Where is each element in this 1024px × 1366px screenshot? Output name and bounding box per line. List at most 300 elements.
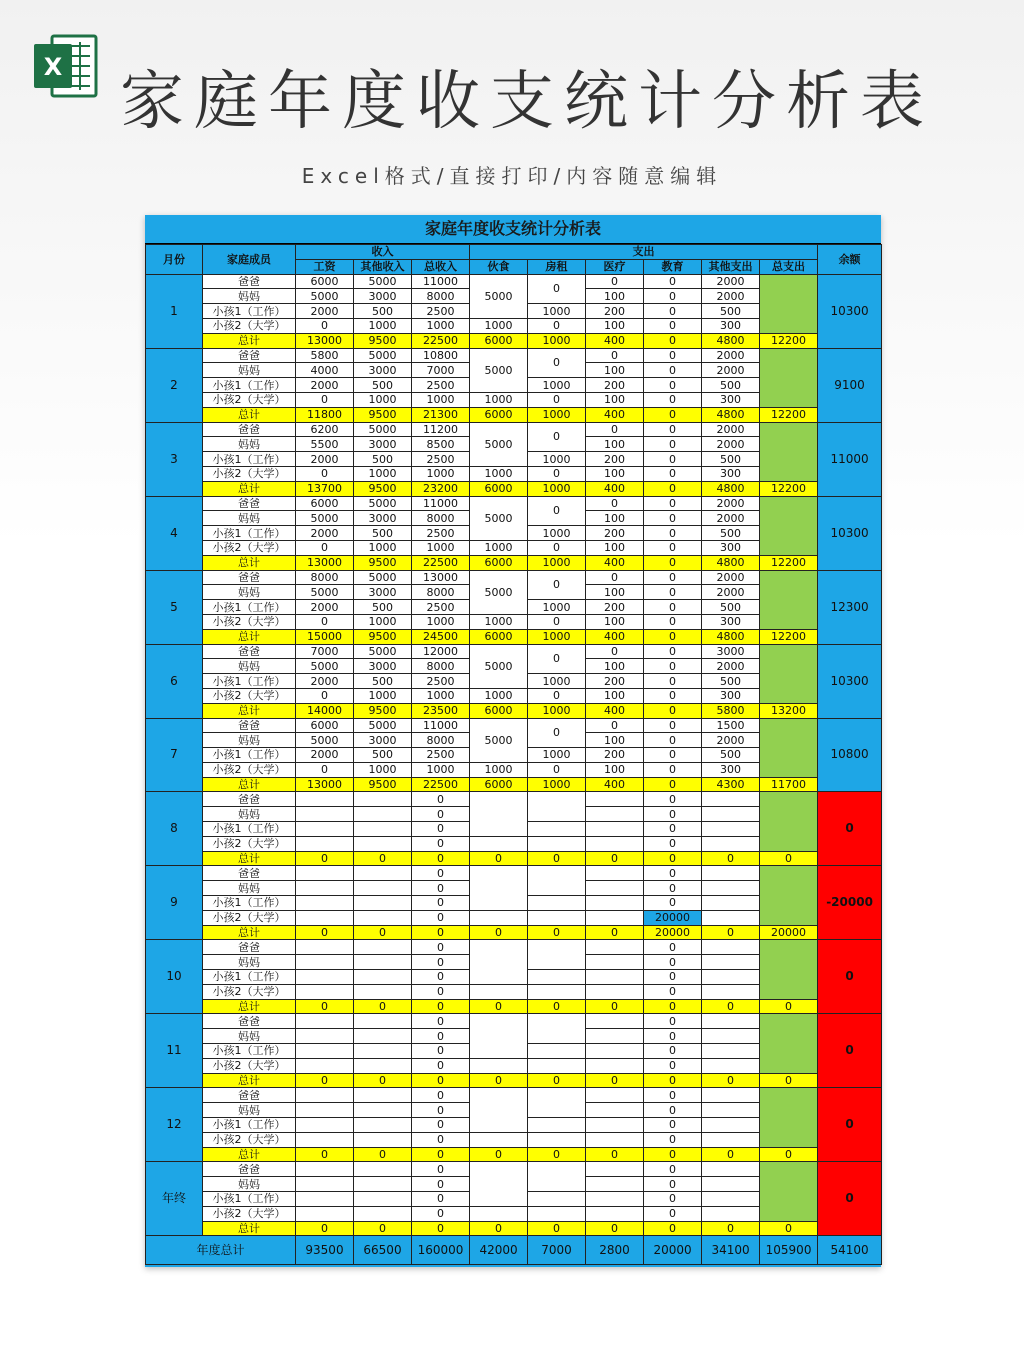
education-cell: 20000 <box>644 925 702 940</box>
other-expense-cell: 3000 <box>702 644 760 659</box>
total-row <box>146 1073 882 1088</box>
member-label: 小孩2（大学） <box>203 1132 296 1147</box>
rent-cell: 0 <box>528 644 586 674</box>
other-expense-cell <box>702 1192 760 1207</box>
medical-cell <box>586 984 644 999</box>
other-income-cell <box>354 792 412 807</box>
rent-cell: 0 <box>528 1073 586 1088</box>
salary-cell <box>296 1014 354 1029</box>
total-expense-cell: 12200 <box>760 333 818 348</box>
member-label: 妈妈 <box>203 1029 296 1044</box>
food-cell: 6000 <box>470 703 528 718</box>
education-cell: 0 <box>644 659 702 674</box>
total-expense-cell <box>760 792 818 851</box>
table-row <box>146 570 882 585</box>
total-income-cell: 8000 <box>412 585 470 600</box>
rent-cell: 0 <box>528 540 586 555</box>
other-expense-cell <box>702 1132 760 1147</box>
other-expense-cell: 4800 <box>702 481 760 496</box>
food-cell: 0 <box>470 1221 528 1236</box>
medical-cell <box>586 792 644 807</box>
member-label: 爸爸 <box>203 422 296 437</box>
other-income-cell: 3000 <box>354 659 412 674</box>
medical-cell: 200 <box>586 378 644 393</box>
total-income-cell: 0 <box>412 1206 470 1221</box>
salary-cell: 6200 <box>296 422 354 437</box>
month-label: 1 <box>146 274 203 348</box>
education-cell: 0 <box>644 688 702 703</box>
total-income-cell: 0 <box>412 1029 470 1044</box>
month-label: 3 <box>146 422 203 496</box>
other-expense-cell: 300 <box>702 540 760 555</box>
other-expense-cell: 500 <box>702 748 760 763</box>
other-expense-cell <box>702 1103 760 1118</box>
total-income-cell: 23500 <box>412 703 470 718</box>
medical-cell: 100 <box>586 614 644 629</box>
other-expense-cell: 500 <box>702 526 760 541</box>
header-expense: 支出 <box>470 245 818 260</box>
medical-cell: 0 <box>586 999 644 1014</box>
rent-cell: 1000 <box>528 555 586 570</box>
total-expense-cell <box>760 496 818 555</box>
medical-cell: 400 <box>586 777 644 792</box>
medical-cell: 0 <box>586 718 644 733</box>
other-income-cell: 0 <box>354 999 412 1014</box>
other-expense-cell <box>702 807 760 822</box>
excel-icon <box>30 30 102 102</box>
other-expense-cell: 0 <box>702 851 760 866</box>
education-cell: 0 <box>644 466 702 481</box>
medical-cell: 0 <box>586 274 644 289</box>
food-cell <box>470 984 528 999</box>
grand-total-row <box>146 1236 882 1265</box>
rent-cell: 0 <box>528 614 586 629</box>
member-label: 小孩2（大学） <box>203 1058 296 1073</box>
member-label: 小孩1（工作） <box>203 304 296 319</box>
balance-cell: 0 <box>818 1014 882 1088</box>
education-cell: 0 <box>644 496 702 511</box>
salary-cell: 2000 <box>296 600 354 615</box>
member-label: 小孩1（工作） <box>203 970 296 985</box>
member-label: 总计 <box>203 703 296 718</box>
other-expense-cell <box>702 984 760 999</box>
rent-cell: 1000 <box>528 333 586 348</box>
total-income-cell: 22500 <box>412 555 470 570</box>
education-cell: 0 <box>644 1206 702 1221</box>
total-income-cell: 1000 <box>412 614 470 629</box>
balance-cell: 11000 <box>818 422 882 496</box>
member-label: 总计 <box>203 777 296 792</box>
medical-cell: 400 <box>586 703 644 718</box>
balance-cell: 12300 <box>818 570 882 644</box>
rent-cell <box>528 1162 586 1192</box>
rent-cell <box>528 1118 586 1133</box>
total-income-cell: 0 <box>412 881 470 896</box>
grand-total-value: 2800 <box>586 1236 644 1265</box>
medical-cell: 100 <box>586 688 644 703</box>
total-income-cell: 1000 <box>412 392 470 407</box>
member-label: 总计 <box>203 1221 296 1236</box>
education-cell: 0 <box>644 274 702 289</box>
other-expense-cell <box>702 1014 760 1029</box>
total-income-cell: 8000 <box>412 733 470 748</box>
rent-cell <box>528 984 586 999</box>
rent-cell: 1000 <box>528 481 586 496</box>
food-cell <box>470 1162 528 1206</box>
grand-total-value: 66500 <box>354 1236 412 1265</box>
medical-cell: 0 <box>586 1221 644 1236</box>
svg-text:X: X <box>43 53 63 81</box>
salary-cell: 5000 <box>296 511 354 526</box>
other-income-cell <box>354 1177 412 1192</box>
education-cell: 0 <box>644 629 702 644</box>
total-income-cell: 0 <box>412 807 470 822</box>
header-other-expense: 其他支出 <box>702 259 760 274</box>
other-income-cell: 9500 <box>354 777 412 792</box>
medical-cell <box>586 881 644 896</box>
total-income-cell: 8000 <box>412 289 470 304</box>
member-label: 小孩2（大学） <box>203 910 296 925</box>
education-cell: 0 <box>644 407 702 422</box>
total-income-cell: 1000 <box>412 540 470 555</box>
other-income-cell: 1000 <box>354 392 412 407</box>
food-cell: 1000 <box>470 466 528 481</box>
member-label: 妈妈 <box>203 881 296 896</box>
member-label: 爸爸 <box>203 1088 296 1103</box>
rent-cell: 0 <box>528 688 586 703</box>
total-expense-cell <box>760 348 818 407</box>
total-income-cell: 0 <box>412 1103 470 1118</box>
other-income-cell <box>354 1088 412 1103</box>
total-row <box>146 481 882 496</box>
other-expense-cell: 0 <box>702 1073 760 1088</box>
total-expense-cell: 12200 <box>760 629 818 644</box>
education-cell: 0 <box>644 1162 702 1177</box>
rent-cell <box>528 836 586 851</box>
rent-cell <box>528 866 586 896</box>
header-total-income: 总收入 <box>412 259 470 274</box>
other-expense-cell <box>702 1162 760 1177</box>
member-label: 爸爸 <box>203 644 296 659</box>
total-income-cell: 0 <box>412 1118 470 1133</box>
salary-cell <box>296 970 354 985</box>
rent-cell: 1000 <box>528 629 586 644</box>
header-food: 伙食 <box>470 259 528 274</box>
medical-cell: 100 <box>586 363 644 378</box>
rent-cell: 0 <box>528 999 586 1014</box>
education-cell: 0 <box>644 585 702 600</box>
salary-cell: 0 <box>296 999 354 1014</box>
member-label: 小孩2（大学） <box>203 392 296 407</box>
medical-cell: 100 <box>586 511 644 526</box>
month-label: 7 <box>146 718 203 792</box>
medical-cell: 100 <box>586 289 644 304</box>
food-cell: 6000 <box>470 481 528 496</box>
medical-cell: 200 <box>586 526 644 541</box>
education-cell: 0 <box>644 1103 702 1118</box>
total-income-cell: 0 <box>412 1044 470 1059</box>
rent-cell: 0 <box>528 318 586 333</box>
month-label: 5 <box>146 570 203 644</box>
balance-cell: 0 <box>818 1162 882 1236</box>
salary-cell: 5000 <box>296 289 354 304</box>
food-cell <box>470 1132 528 1147</box>
other-income-cell: 0 <box>354 1147 412 1162</box>
food-cell: 6000 <box>470 407 528 422</box>
table-row <box>146 718 882 733</box>
education-cell: 0 <box>644 940 702 955</box>
salary-cell <box>296 1177 354 1192</box>
total-income-cell: 0 <box>412 910 470 925</box>
other-income-cell <box>354 1044 412 1059</box>
total-income-cell: 11000 <box>412 274 470 289</box>
education-cell: 0 <box>644 555 702 570</box>
other-income-cell <box>354 1192 412 1207</box>
total-income-cell: 1000 <box>412 466 470 481</box>
table-row <box>146 1088 882 1103</box>
other-income-cell: 0 <box>354 1073 412 1088</box>
medical-cell: 400 <box>586 407 644 422</box>
other-income-cell: 9500 <box>354 555 412 570</box>
member-label: 小孩2（大学） <box>203 318 296 333</box>
total-expense-cell: 20000 <box>760 925 818 940</box>
other-income-cell: 5000 <box>354 422 412 437</box>
total-income-cell: 8000 <box>412 511 470 526</box>
other-income-cell <box>354 866 412 881</box>
total-expense-cell <box>760 1088 818 1147</box>
education-cell: 0 <box>644 363 702 378</box>
other-expense-cell <box>702 866 760 881</box>
table-row <box>146 1014 882 1029</box>
total-expense-cell <box>760 1014 818 1073</box>
other-expense-cell <box>702 896 760 911</box>
salary-cell: 13000 <box>296 555 354 570</box>
header-balance: 余额 <box>818 245 882 275</box>
total-income-cell: 0 <box>412 1058 470 1073</box>
salary-cell: 0 <box>296 1073 354 1088</box>
food-cell: 0 <box>470 1073 528 1088</box>
header-medical: 医疗 <box>586 259 644 274</box>
salary-cell: 6000 <box>296 718 354 733</box>
other-expense-cell: 2000 <box>702 659 760 674</box>
salary-cell <box>296 910 354 925</box>
salary-cell: 2000 <box>296 304 354 319</box>
salary-cell <box>296 792 354 807</box>
total-expense-cell <box>760 274 818 333</box>
education-cell: 0 <box>644 733 702 748</box>
total-income-cell: 2500 <box>412 452 470 467</box>
other-income-cell: 3000 <box>354 437 412 452</box>
rent-cell: 1000 <box>528 600 586 615</box>
rent-cell: 1000 <box>528 674 586 689</box>
food-cell: 5000 <box>470 422 528 466</box>
food-cell: 0 <box>470 925 528 940</box>
total-expense-cell: 13200 <box>760 703 818 718</box>
balance-cell: 0 <box>818 792 882 866</box>
total-income-cell: 10800 <box>412 348 470 363</box>
grand-total-value: 93500 <box>296 1236 354 1265</box>
salary-cell: 5500 <box>296 437 354 452</box>
education-cell: 0 <box>644 600 702 615</box>
total-income-cell: 0 <box>412 822 470 837</box>
other-income-cell: 3000 <box>354 289 412 304</box>
total-row <box>146 999 882 1014</box>
medical-cell: 400 <box>586 333 644 348</box>
total-row <box>146 1221 882 1236</box>
total-income-cell: 0 <box>412 1162 470 1177</box>
other-income-cell: 500 <box>354 452 412 467</box>
medical-cell: 200 <box>586 748 644 763</box>
total-income-cell: 11000 <box>412 496 470 511</box>
education-cell: 0 <box>644 614 702 629</box>
other-income-cell: 1000 <box>354 614 412 629</box>
total-income-cell: 0 <box>412 836 470 851</box>
other-income-cell <box>354 1118 412 1133</box>
other-expense-cell: 300 <box>702 466 760 481</box>
education-cell: 0 <box>644 289 702 304</box>
other-expense-cell: 4800 <box>702 629 760 644</box>
rent-cell: 0 <box>528 274 586 304</box>
medical-cell: 0 <box>586 644 644 659</box>
member-label: 爸爸 <box>203 940 296 955</box>
other-expense-cell: 0 <box>702 999 760 1014</box>
other-income-cell: 500 <box>354 600 412 615</box>
education-cell: 0 <box>644 1147 702 1162</box>
other-expense-cell <box>702 1029 760 1044</box>
grand-total-value: 105900 <box>760 1236 818 1265</box>
other-income-cell: 500 <box>354 526 412 541</box>
balance-cell: 10300 <box>818 644 882 718</box>
other-expense-cell: 500 <box>702 378 760 393</box>
medical-cell: 200 <box>586 600 644 615</box>
medical-cell <box>586 822 644 837</box>
salary-cell: 0 <box>296 466 354 481</box>
food-cell <box>470 792 528 836</box>
rent-cell: 1000 <box>528 703 586 718</box>
other-income-cell <box>354 984 412 999</box>
other-income-cell <box>354 1162 412 1177</box>
other-income-cell: 1000 <box>354 466 412 481</box>
grand-total-value: 7000 <box>528 1236 586 1265</box>
balance-cell: -20000 <box>818 866 882 940</box>
salary-cell <box>296 1029 354 1044</box>
education-cell: 0 <box>644 1044 702 1059</box>
month-label: 12 <box>146 1088 203 1162</box>
other-expense-cell: 2000 <box>702 570 760 585</box>
rent-cell <box>528 970 586 985</box>
other-expense-cell <box>702 881 760 896</box>
medical-cell <box>586 1029 644 1044</box>
other-expense-cell: 0 <box>702 925 760 940</box>
education-cell: 0 <box>644 955 702 970</box>
other-income-cell: 5000 <box>354 496 412 511</box>
total-expense-cell: 0 <box>760 1147 818 1162</box>
salary-cell: 2000 <box>296 378 354 393</box>
medical-cell: 100 <box>586 585 644 600</box>
total-row <box>146 407 882 422</box>
total-expense-cell: 0 <box>760 999 818 1014</box>
other-income-cell <box>354 1058 412 1073</box>
grand-total-value: 42000 <box>470 1236 528 1265</box>
member-label: 小孩2（大学） <box>203 1206 296 1221</box>
salary-cell <box>296 866 354 881</box>
salary-cell <box>296 1103 354 1118</box>
medical-cell <box>586 970 644 985</box>
member-label: 总计 <box>203 999 296 1014</box>
salary-cell: 2000 <box>296 674 354 689</box>
education-cell: 0 <box>644 674 702 689</box>
other-income-cell <box>354 896 412 911</box>
other-expense-cell <box>702 792 760 807</box>
total-income-cell: 0 <box>412 1014 470 1029</box>
medical-cell: 0 <box>586 925 644 940</box>
education-cell: 0 <box>644 1177 702 1192</box>
member-label: 爸爸 <box>203 718 296 733</box>
salary-cell: 0 <box>296 392 354 407</box>
member-label: 小孩2（大学） <box>203 836 296 851</box>
other-income-cell: 9500 <box>354 407 412 422</box>
food-cell: 0 <box>470 1147 528 1162</box>
food-cell: 0 <box>470 999 528 1014</box>
other-income-cell: 0 <box>354 851 412 866</box>
other-income-cell <box>354 1029 412 1044</box>
total-income-cell: 1000 <box>412 688 470 703</box>
member-label: 小孩1（工作） <box>203 822 296 837</box>
total-income-cell: 0 <box>412 851 470 866</box>
header-income: 收入 <box>296 245 470 260</box>
medical-cell <box>586 836 644 851</box>
member-label: 总计 <box>203 1147 296 1162</box>
rent-cell <box>528 792 586 822</box>
stats-table <box>145 244 882 1265</box>
salary-cell: 2000 <box>296 526 354 541</box>
medical-cell: 0 <box>586 570 644 585</box>
food-cell: 6000 <box>470 777 528 792</box>
other-expense-cell <box>702 1206 760 1221</box>
table-row <box>146 496 882 511</box>
other-expense-cell: 300 <box>702 762 760 777</box>
rent-cell: 0 <box>528 1147 586 1162</box>
education-cell: 0 <box>644 570 702 585</box>
month-label: 6 <box>146 644 203 718</box>
medical-cell: 100 <box>586 540 644 555</box>
medical-cell: 100 <box>586 762 644 777</box>
other-income-cell: 1000 <box>354 688 412 703</box>
total-income-cell: 7000 <box>412 363 470 378</box>
salary-cell <box>296 984 354 999</box>
medical-cell: 100 <box>586 437 644 452</box>
salary-cell: 0 <box>296 925 354 940</box>
other-income-cell: 500 <box>354 748 412 763</box>
other-income-cell <box>354 970 412 985</box>
rent-cell: 0 <box>528 925 586 940</box>
total-income-cell: 1000 <box>412 318 470 333</box>
page-subtitle: Excel格式/直接打印/内容随意编辑 <box>301 164 723 188</box>
total-expense-cell: 12200 <box>760 555 818 570</box>
other-income-cell: 1000 <box>354 318 412 333</box>
spreadsheet <box>145 215 881 1267</box>
education-cell: 0 <box>644 452 702 467</box>
other-income-cell <box>354 807 412 822</box>
salary-cell: 0 <box>296 1221 354 1236</box>
education-cell: 0 <box>644 822 702 837</box>
other-income-cell: 5000 <box>354 644 412 659</box>
total-income-cell: 11000 <box>412 718 470 733</box>
food-cell: 5000 <box>470 274 528 318</box>
member-label: 妈妈 <box>203 659 296 674</box>
header-month: 月份 <box>146 245 203 275</box>
member-label: 小孩1（工作） <box>203 378 296 393</box>
